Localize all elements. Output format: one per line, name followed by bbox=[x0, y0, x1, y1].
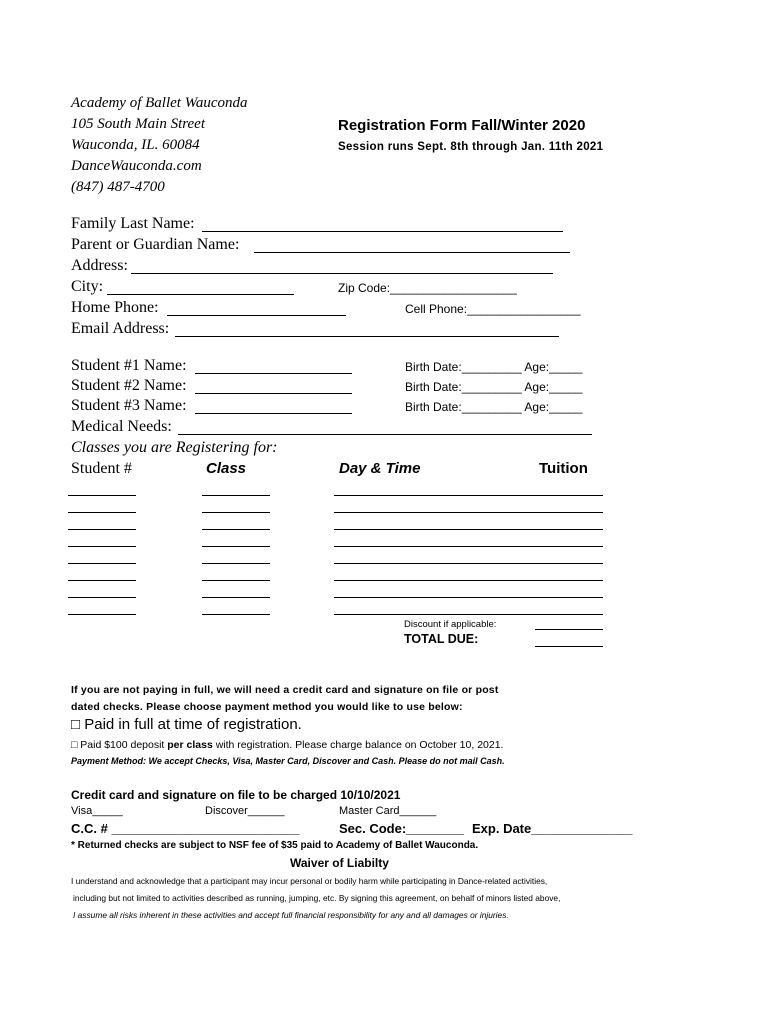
school-website: DanceWauconda.com bbox=[71, 158, 202, 174]
class-field[interactable] bbox=[202, 563, 270, 564]
paid-in-full-label: Paid in full at time of registration. bbox=[84, 716, 302, 733]
student-3-birth-age[interactable]: Birth Date:_________ Age:_____ bbox=[405, 400, 583, 414]
medical-needs-label: Medical Needs: bbox=[71, 418, 172, 435]
student-number-field[interactable] bbox=[68, 597, 136, 598]
day-time-tuition-field[interactable] bbox=[334, 614, 603, 615]
form-title: Registration Form Fall/Winter 2020 bbox=[338, 117, 586, 134]
col-student-header: Student # bbox=[71, 460, 132, 477]
col-day-time-header: Day & Time bbox=[339, 460, 421, 477]
city-field[interactable] bbox=[107, 294, 294, 295]
day-time-tuition-field[interactable] bbox=[334, 580, 603, 581]
checkbox-icon[interactable]: □ bbox=[71, 739, 78, 751]
email-field[interactable] bbox=[175, 336, 559, 337]
visa-field[interactable]: Visa_____ bbox=[71, 805, 123, 817]
paid-in-full-option[interactable] bbox=[71, 716, 302, 733]
cc-number-field[interactable]: C.C. # __________________________ bbox=[71, 821, 300, 836]
student-1-name-field[interactable] bbox=[195, 373, 352, 374]
zip-code-field[interactable]: Zip Code:___________________ bbox=[338, 281, 517, 295]
returned-checks-note: * Returned checks are subject to NSF fee of $35 paid to Academy of Ballet Wauconda. bbox=[71, 840, 479, 851]
class-field[interactable] bbox=[202, 529, 270, 530]
home-phone-label: Home Phone: bbox=[71, 299, 159, 316]
student-number-field[interactable] bbox=[68, 614, 136, 615]
address-field[interactable] bbox=[131, 273, 553, 274]
school-name: Academy of Ballet Wauconda bbox=[71, 95, 248, 111]
student-number-field[interactable] bbox=[68, 546, 136, 547]
student-number-field[interactable] bbox=[68, 580, 136, 581]
payment-methods: Payment Method: We accept Checks, Visa, Master Card, Discover and Cash. Please do not mail Cash. bbox=[71, 756, 505, 766]
class-field[interactable] bbox=[202, 580, 270, 581]
guardian-name-label: Parent or Guardian Name: bbox=[71, 236, 240, 253]
col-tuition-header: Tuition bbox=[539, 460, 588, 477]
classes-heading: Classes you are Registering for: bbox=[71, 439, 278, 456]
payment-note-line1: If you are not paying in full, we will need a credit card and signature on file or post bbox=[71, 684, 499, 696]
student-number-field[interactable] bbox=[68, 495, 136, 496]
student-number-field[interactable] bbox=[68, 529, 136, 530]
deposit-label-bold: per class bbox=[167, 739, 213, 751]
class-field[interactable] bbox=[202, 512, 270, 513]
school-city: Wauconda, IL. 60084 bbox=[71, 137, 200, 153]
email-label: Email Address: bbox=[71, 320, 170, 337]
day-time-tuition-field[interactable] bbox=[334, 597, 603, 598]
class-field[interactable] bbox=[202, 495, 270, 496]
day-time-tuition-field[interactable] bbox=[334, 512, 603, 513]
checkbox-icon[interactable]: □ bbox=[71, 716, 81, 733]
school-street: 105 South Main Street bbox=[71, 116, 206, 132]
discount-label: Discount if applicable: bbox=[404, 619, 497, 630]
mastercard-field[interactable]: Master Card______ bbox=[339, 805, 437, 817]
total-due-label: TOTAL DUE: bbox=[404, 632, 479, 646]
class-field[interactable] bbox=[202, 614, 270, 615]
deposit-label-pre: Paid $100 deposit bbox=[80, 739, 168, 751]
home-phone-field[interactable] bbox=[167, 315, 346, 316]
family-last-name-field[interactable] bbox=[202, 231, 563, 232]
student-number-field[interactable] bbox=[68, 512, 136, 513]
credit-card-heading: Credit card and signature on file to be charged 10/10/2021 bbox=[71, 788, 401, 802]
day-time-tuition-field[interactable] bbox=[334, 546, 603, 547]
cell-phone-field[interactable]: Cell Phone:_________________ bbox=[405, 302, 581, 316]
waiver-line2: including but not limited to activities described as running, jumping, etc. By signing this agreement, on behalf of minors listed above, bbox=[73, 893, 561, 903]
payment-note-line2: dated checks. Please choose payment method you would like to use below: bbox=[71, 701, 463, 713]
sec-code-field[interactable]: Sec. Code:________ bbox=[339, 821, 465, 836]
student-3-name-field[interactable] bbox=[195, 413, 352, 414]
deposit-option[interactable] bbox=[71, 739, 503, 751]
day-time-tuition-field[interactable] bbox=[334, 495, 603, 496]
day-time-tuition-field[interactable] bbox=[334, 563, 603, 564]
student-1-label: Student #1 Name: bbox=[71, 357, 187, 374]
exp-date-field[interactable]: Exp. Date______________ bbox=[472, 821, 633, 836]
class-field[interactable] bbox=[202, 546, 270, 547]
class-field[interactable] bbox=[202, 597, 270, 598]
city-label: City: bbox=[71, 278, 104, 295]
family-last-name-label: Family Last Name: bbox=[71, 215, 195, 232]
session-dates: Session runs Sept. 8th through Jan. 11th 2021 bbox=[338, 141, 604, 153]
guardian-name-field[interactable] bbox=[254, 252, 570, 253]
student-2-label: Student #2 Name: bbox=[71, 377, 187, 394]
discount-field[interactable] bbox=[535, 629, 603, 630]
student-3-label: Student #3 Name: bbox=[71, 397, 187, 414]
total-due-field[interactable] bbox=[535, 646, 603, 647]
school-phone: (847) 487-4700 bbox=[71, 179, 165, 195]
student-2-name-field[interactable] bbox=[195, 393, 352, 394]
address-label: Address: bbox=[71, 257, 128, 274]
waiver-line3: I assume all risks inherent in these activities and accept full financial responsibility for any and all damages or injuries. bbox=[73, 910, 509, 920]
waiver-line1: I understand and acknowledge that a participant may incur personal or bodily harm while participating in Dance-related activities, bbox=[71, 876, 548, 886]
discover-field[interactable]: Discover______ bbox=[205, 805, 285, 817]
day-time-tuition-field[interactable] bbox=[334, 529, 603, 530]
student-1-birth-age[interactable]: Birth Date:_________ Age:_____ bbox=[405, 360, 583, 374]
deposit-label-post: with registration. Please charge balance on October 10, 2021. bbox=[212, 739, 504, 751]
medical-needs-field[interactable] bbox=[178, 434, 592, 435]
student-2-birth-age[interactable]: Birth Date:_________ Age:_____ bbox=[405, 380, 583, 394]
col-class-header: Class bbox=[206, 460, 247, 477]
waiver-title: Waiver of Liabilty bbox=[290, 856, 389, 870]
student-number-field[interactable] bbox=[68, 563, 136, 564]
